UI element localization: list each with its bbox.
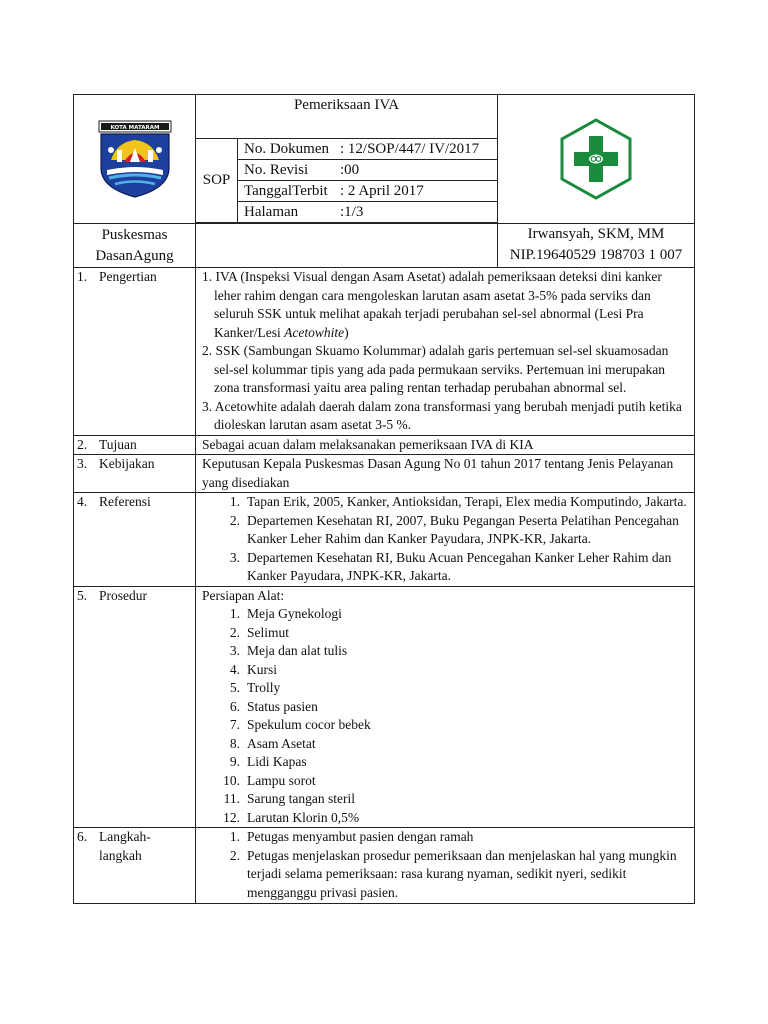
section-label: Tujuan bbox=[99, 436, 137, 452]
section-number: 4. bbox=[77, 494, 88, 509]
revision-key: No. Revisi bbox=[244, 162, 309, 178]
section-number: 1. bbox=[77, 269, 88, 284]
list-text: Meja dan alat tulis bbox=[247, 643, 348, 658]
list-text: Petugas menyambut pasien dengan ramah bbox=[247, 829, 474, 844]
list-item bbox=[228, 828, 690, 847]
revision-value: :00 bbox=[340, 162, 360, 178]
section-label-cell bbox=[74, 455, 196, 493]
list-item bbox=[228, 847, 690, 903]
section-content bbox=[196, 268, 695, 436]
section-label: Prosedur bbox=[99, 587, 147, 603]
page-row bbox=[238, 202, 498, 223]
section-number: 3. bbox=[77, 456, 88, 471]
list-number: 10. bbox=[223, 772, 240, 788]
list-item bbox=[228, 512, 690, 549]
section-label-cell bbox=[74, 586, 196, 828]
list-text: Lampu sorot bbox=[247, 772, 316, 788]
list-number: 8. bbox=[229, 735, 240, 751]
section-content bbox=[196, 828, 695, 904]
list-item bbox=[228, 753, 690, 772]
document-title: Pemeriksaan IVA bbox=[196, 95, 498, 139]
page-key: Halaman bbox=[244, 204, 299, 220]
section-number: 5. bbox=[77, 587, 88, 603]
list-number: 4. bbox=[229, 661, 240, 677]
section-langkah bbox=[74, 828, 695, 904]
list-text: Departemen Kesehatan RI, Buku Acuan Pencegahan Kanker Leher Rahim dan Kanker Payudara, JNPK-KR, Jakarta. bbox=[247, 549, 672, 583]
section-content bbox=[196, 586, 695, 828]
institution-cell bbox=[74, 224, 196, 268]
definition-ssk: 2. SSK (Sambungan Skuamo Kolummar) adalah garis pertemuan sel-sel skuamosadan sel-sel kolummar tipis yang ada pada permukaan serviks. Pertemuan ini merupakan zona transformasi yaitu area paling rentan terhadap perubahan abnormal sel. bbox=[202, 343, 669, 395]
blank-cell bbox=[196, 224, 498, 268]
list-item bbox=[223, 790, 690, 809]
section-content: Keputusan Kepala Puskesmas Dasan Agung No 01 tahun 2017 tentang Jenis Pelayanan yang disediakan bbox=[196, 455, 695, 493]
list-number: 3. bbox=[229, 549, 240, 565]
section-number: 6. bbox=[77, 829, 88, 844]
list-text: Meja Gynekologi bbox=[247, 606, 342, 621]
revision-row bbox=[238, 160, 498, 181]
list-text: Larutan Klorin 0,5% bbox=[247, 809, 360, 825]
definition-iva-close: ) bbox=[344, 324, 349, 340]
section-label-cell bbox=[74, 435, 196, 455]
puskesmas-logo bbox=[558, 118, 634, 200]
signer-cell bbox=[498, 224, 695, 268]
list-text: Spekulum cocor bebek bbox=[247, 717, 371, 732]
issue-date-key: TanggalTerbit bbox=[244, 183, 328, 199]
section-tujuan bbox=[74, 435, 695, 455]
equipment-intro: Persiapan Alat: bbox=[202, 587, 285, 603]
list-number: 12. bbox=[223, 809, 240, 825]
list-item bbox=[228, 679, 690, 698]
list-number: 2. bbox=[229, 847, 240, 863]
list-number: 11. bbox=[223, 791, 240, 806]
section-label: Referensi bbox=[99, 494, 151, 509]
section-label-cell bbox=[74, 268, 196, 436]
section-number: 2. bbox=[77, 436, 88, 452]
list-text: Tapan Erik, 2005, Kanker, Antioksidan, Terapi, Elex media Komputindo, Jakarta. bbox=[247, 494, 687, 509]
city-logo-text: KOTA MATARAM bbox=[109, 125, 160, 131]
institution-name-line2: DasanAgung bbox=[95, 248, 174, 264]
list-text: Status pasien bbox=[247, 698, 318, 714]
list-number: 6. bbox=[229, 698, 240, 714]
section-content: Sebagai acuan dalam melaksanakan pemeriksaan IVA di KIA bbox=[196, 435, 695, 455]
section-label-line2: langkah bbox=[99, 847, 142, 863]
list-item bbox=[228, 624, 690, 643]
list-number: 1. bbox=[229, 829, 240, 844]
definition-iva-text: 1. IVA (Inspeksi Visual dengan Asam Asetat) adalah pemeriksaan deteksi dini kanker leher rahim dengan cara mengoleskan larutan asam asetat 3-5% pada serviks dan seluruh SSK untuk melihat apakah terjadi perubahan sel-sel abnormal (Lesi Pra Kanker/Lesi bbox=[202, 269, 662, 340]
doc-number-row bbox=[238, 139, 498, 160]
sop-label: SOP bbox=[196, 139, 238, 223]
signer-name: Irwansyah, SKM, MM bbox=[527, 226, 665, 242]
list-number: 9. bbox=[229, 754, 240, 769]
list-item bbox=[228, 549, 690, 586]
institution-name-line1: Puskesmas bbox=[101, 227, 168, 243]
section-prosedur bbox=[74, 586, 695, 828]
list-text: Asam Asetat bbox=[247, 735, 316, 751]
list-item bbox=[228, 642, 690, 661]
list-number: 1. bbox=[229, 494, 240, 509]
list-item bbox=[228, 605, 690, 624]
section-content bbox=[196, 493, 695, 587]
kota-mataram-logo bbox=[97, 120, 173, 198]
issue-date-row bbox=[238, 181, 498, 202]
list-item bbox=[223, 809, 690, 828]
sop-table bbox=[73, 94, 695, 904]
puskesmas-logo-cell bbox=[498, 95, 695, 224]
page-value: :1/3 bbox=[340, 204, 364, 220]
reference-list bbox=[202, 493, 690, 586]
list-number: 7. bbox=[229, 717, 240, 732]
list-item bbox=[228, 661, 690, 680]
section-label: Pengertian bbox=[99, 269, 157, 284]
list-item bbox=[228, 716, 690, 735]
section-label-cell bbox=[74, 493, 196, 587]
city-logo-cell bbox=[74, 95, 196, 224]
section-kebijakan bbox=[74, 455, 695, 493]
signer-nip: NIP.19640529 198703 1 007 bbox=[509, 247, 683, 263]
section-label-cell bbox=[74, 828, 196, 904]
definition-acetowhite: 3. Acetowhite adalah daerah dalam zona transformasi yang berubah menjadi putih ketika dioleskan larutan asam asetat 3-5 %. bbox=[202, 398, 682, 432]
list-text: Trolly bbox=[247, 680, 281, 695]
list-text: Sarung tangan steril bbox=[247, 791, 355, 806]
list-item bbox=[228, 735, 690, 754]
list-number: 3. bbox=[229, 643, 240, 658]
equipment-list bbox=[202, 605, 690, 827]
doc-number-value: : 12/SOP/447/ IV/2017 bbox=[340, 141, 480, 157]
section-label bbox=[99, 828, 151, 865]
list-text: Departemen Kesehatan RI, 2007, Buku Pegangan Peserta Pelatihan Pencegahan Kanker Leher Rahim dan Kanker Payudara, JNPK-KR, Jakarta. bbox=[247, 512, 679, 546]
list-item bbox=[223, 772, 690, 791]
list-number: 1. bbox=[229, 606, 240, 621]
list-number: 2. bbox=[229, 624, 240, 640]
issue-date-value: : 2 April 2017 bbox=[340, 183, 424, 199]
section-label: Kebijakan bbox=[99, 456, 155, 471]
list-item bbox=[228, 493, 690, 512]
definition-iva-italic: Acetowhite bbox=[284, 324, 345, 340]
steps-list bbox=[202, 828, 690, 902]
list-text: Kursi bbox=[247, 661, 277, 677]
list-text: Lidi Kapas bbox=[247, 754, 307, 769]
list-number: 2. bbox=[229, 512, 240, 528]
section-pengertian bbox=[74, 268, 695, 436]
section-label-line1: Langkah- bbox=[99, 829, 151, 844]
list-number: 5. bbox=[229, 680, 240, 695]
list-text: Petugas menjelaskan prosedur pemeriksaan dan menjelaskan hal yang mungkin terjadi selama pemeriksaan: rasa kurang nyaman, sedikit nyeri, sedikit mengganggu privasi pasien. bbox=[247, 847, 677, 900]
list-item bbox=[228, 698, 690, 717]
doc-number-key: No. Dokumen bbox=[244, 141, 329, 157]
list-text: Selimut bbox=[247, 624, 290, 640]
section-referensi bbox=[74, 493, 695, 587]
definition-iva bbox=[202, 268, 690, 342]
